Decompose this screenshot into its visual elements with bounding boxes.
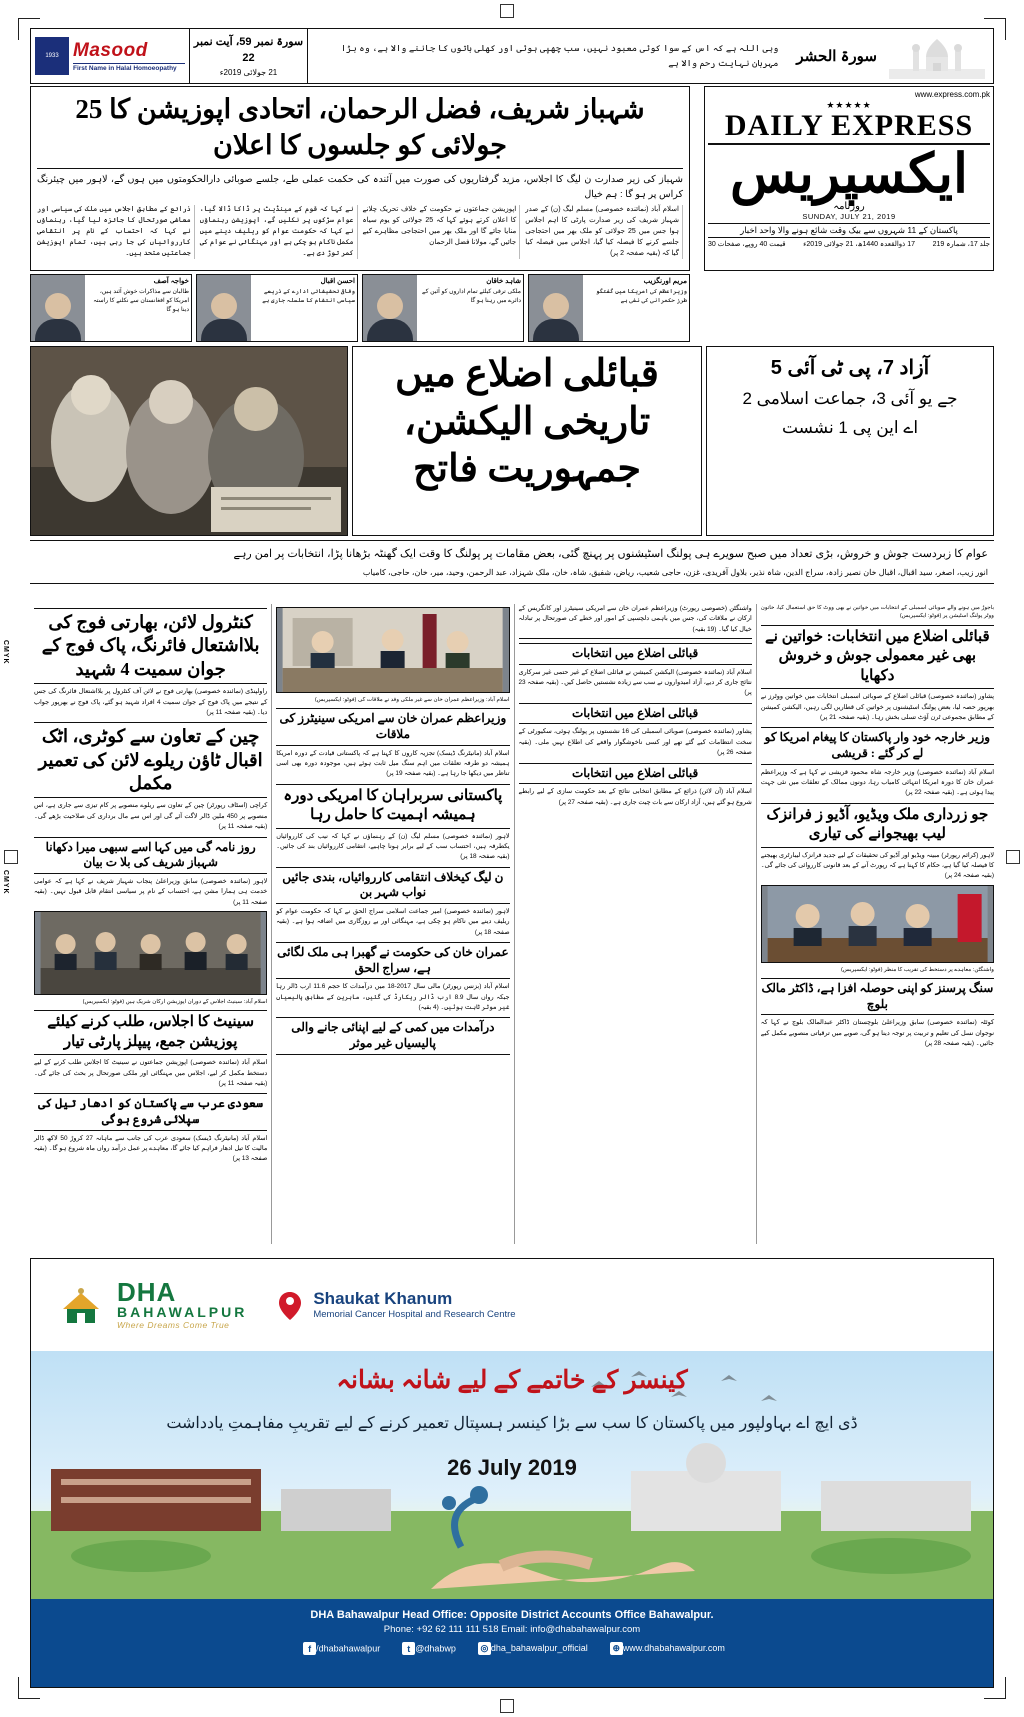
hero-lede-text: عوام کا زبردست جوش و خروش، بڑی تعداد میں صبح سویرے ہی پولنگ اسٹیشنوں پر پہنچ گئی، بعض مقامات پر پولنگ کا وقت ایک گھنٹہ بڑھانا پڑا، انتخابات پر امن رہے: [233, 548, 988, 560]
skm-ribbon-icon: [275, 1288, 305, 1322]
article-body: لاہور (کرائم رپورٹر) مبینہ ویڈیو اور آڈیو کی تحقیقات کے لیے جدید فرانزک لیبارٹری بھیجنے کا فیصلہ کیا گیا ہے، حکام کا کہنا ہے کہ رپورٹ آنے کے بعد قانونی کارروائی کی جائے گی۔ (بقیہ صفحہ 24 پر): [760, 851, 994, 880]
lead-story-block: [30, 86, 690, 271]
portrait-quote: طالبان سے مذاکرات خوش آئند ہیں، امریکا کو افغانستان سے نکلنے کا راستہ دینا ہو گا: [93, 288, 189, 313]
ad-urdu-headline: کینسر کے خاتمے کے لیے شانہ بشانہ: [336, 1367, 688, 1394]
article-headline: سنگ پرسنز کو اپنی حوصلہ افزا ہے، ڈاکٹر مالک بلوچ: [761, 978, 994, 1015]
masood-advert: [30, 28, 190, 84]
dha-city: BAHAWALPUR: [117, 1304, 248, 1321]
cmyk-registration-mark-1: [2, 640, 9, 665]
globe-icon: ⊕: [610, 1642, 623, 1655]
photo-caption: اسلام آباد: سینیٹ اجلاس کے دوران اپوزیشن ارکان شریک ہیں (فوٹو: ایکسپریس): [82, 998, 268, 1005]
hero-result-line: آزاد 7، پی ٹی آئی 5: [770, 357, 930, 379]
lead-column: نے کہا کہ قوم کے مینڈیٹ پر ڈاکا ڈالا گیا، عوام سڑکوں پر نکلیں گے، اپوزیشن رہنماؤں نے کہا کہ حکومت عوام کو ریلیف دینے میں مکمل ناکام ہو چکی ہے اور مہنگائی نے عوام کی کمر توڑ دی ہے۔: [200, 205, 358, 259]
instagram-icon: ◎: [478, 1642, 491, 1655]
article-headline: درآمدات میں کمی کے لیے اپنائی جانے والی پالیسیاں غیر موثر: [276, 1017, 509, 1054]
lead-column: اسلام آباد (نمائندہ خصوصی) مسلم لیگ (ن) کے صدر شہباز شریف کی زیر صدارت پارٹی کا اہم اجلاس ہوا جس میں 25 جولائی کو ملک بھر میں احتجاجی جلسے کرنے کا فیصلہ کیا گیا، اجلاس میں فیصلہ کیا گیا کہ (بقیہ صفحہ 2 پر): [525, 205, 683, 259]
website-handle: www.dhabahawalpur.com: [622, 1643, 725, 1653]
cmyk-registration-mark-2: [2, 870, 9, 895]
quran-ayah-text: وہی اللہ ہے کہ اس کے سوا کوئی معبود نہیں، سب چھپی ہوئی اور کھلی باتوں کا جاننے والا ہے، وہ بڑا مہربان نہایت رحم والا ہے: [340, 42, 779, 68]
page-sheet: [30, 28, 994, 1688]
meeting-photo-graphic: [277, 608, 508, 693]
dha-building-icon: [53, 1283, 109, 1327]
article-body: واشنگٹن (خصوصی رپورٹ) وزیراعظم عمران خان سے امریکی سینیٹرز اور کانگریس کے ارکان نے ملاقات کی، جس میں باہمی دلچسپی کے امور اور خطے کی صورتحال پر تبادلہ خیال کیا گیا۔ (19 بقیہ): [518, 605, 752, 633]
masood-logo: [35, 37, 69, 75]
website-url: www.express.com.pk: [914, 90, 990, 99]
hero-reporter-names: انور زیب، اصغر، سید اقبال، اقبال خان نصیر زادہ، سراج الدین، شاہ نذیر، بلاول آفریدی، غزن، حاجی شعیب، ریاض، شفیق، شاہ، خان، ملک شہزاد، عبد الرحمن، وحید، میر، خان، حاجی، کامیاب: [362, 567, 988, 577]
portrait-name: مریم اورنگزیب: [643, 278, 687, 285]
twitter-handle: @dhabwp: [415, 1643, 456, 1654]
website-link[interactable]: [606, 1642, 725, 1655]
date-box: [190, 28, 308, 84]
instagram-link[interactable]: [474, 1642, 588, 1655]
mosque-icon: [889, 33, 985, 79]
instagram-handle: dha_bahawalpur_official: [490, 1643, 588, 1653]
article-body: راولپنڈی (نمائندہ خصوصی) بھارتی فوج نے لائن آف کنٹرول پر بلااشتعال فائرنگ کی جس کے نتیجے میں پاک فوج کے جوان سمیت 4 افراد شہید ہو گئے، پاک فوج نے بھرپور جواب دیا۔ (بقیہ صفحہ 11 پر): [34, 688, 268, 716]
crop-mark-right-mid: [1006, 850, 1020, 864]
dha-tagline: Where Dreams Come True: [117, 1320, 230, 1331]
masthead-volume: جلد 17، شمارہ 219: [932, 241, 990, 248]
hero-lede-block: [30, 540, 994, 584]
hero-result-line: اے این پی 1 نشست: [781, 417, 919, 437]
photo-caption: واشنگٹن: معاہدے پر دستخط کی تقریب کا منظر (فوٹو: ایکسپریس): [840, 966, 994, 973]
ad-office-address: DHA Bahawalpur Head Office: Opposite District Accounts Office Bahawalpur.: [310, 1609, 714, 1621]
portrait-quote: وزیراعظم کی امریکا میں گفتگو طرز حکمرانی کی نفی ہے: [595, 288, 687, 304]
facebook-icon: f: [303, 1642, 316, 1655]
cmyk-label-1: CMYK: [2, 640, 9, 665]
masood-brand: Masood: [73, 40, 148, 61]
lead-headline: شہباز شریف، فضل الرحمان، اتحادی اپوزیشن کا 25 جولائی کو جلسوں کا اعلان: [75, 94, 645, 161]
masood-tagline: First Name in Halal Homoeopathy: [73, 63, 185, 72]
article-headline: پاکستانی سربراہان کا امریکی دورہ ہمیشہ اہمیت کا حامل رہا: [276, 784, 509, 829]
hero-caption: باجوڑ میں ہونے والے صوبائی اسمبلی کے انتخابات میں خواتین نے بھی ووٹ کا حق استعمال کیا، خاتون ووٹر پولنگ اسٹیشن پر (فوٹو: ایکسپریس): [760, 605, 994, 620]
surah-name: سورۃ الحشر: [796, 48, 877, 65]
masthead-stars-top: ★★★★★: [826, 100, 872, 110]
article-body: لاہور (نمائندہ خصوصی) مسلم لیگ (ن) کے رہنماؤں نے کہا کہ نیب کی کارروائیاں یکطرفہ ہیں، احتساب سب کے لیے برابر ہونا چاہیے، انتقامی کارروائیاں بند کی جائیں۔ (بقیہ صفحہ 18 پر): [276, 832, 510, 861]
article-headline: عمران خان کی حکومت نے گھبرا ہی ملک لگائی ہے، سراج الحق: [276, 942, 509, 979]
article-body: لاہور (نمائندہ خصوصی) سابق وزیراعلیٰ پنجاب شہباز شریف نے کہا ہے کہ عوامی خدمت ہی ہمارا مشن ہے، احتساب کے نام پر سیاسی انتقام قابل قبول نہیں۔ (بقیہ صفحہ 11 پر): [34, 877, 268, 906]
article-body: پشاور (نمائندہ خصوصی) صوبائی اسمبلی کی 16 نشستوں پر پولنگ ہوئی، سکیورٹی کے سخت انتظامات کیے گئے تھے اور کسی ناخوشگوار واقعے کی اطلاع نہیں ملی۔ (بقیہ صفحہ 26 پر): [518, 728, 752, 757]
hero-result-line: جے یو آئی 3، جماعت اسلامی 2: [742, 389, 958, 408]
photo-caption: اسلام آباد: وزیراعظم عمران خان سے غیر ملکی وفد نے ملاقات کی (فوٹو: ایکسپریس): [314, 697, 510, 703]
article-headline: سعودی عرب سے پاکستان کو ادھار تیل کی سپلائی شروع ہوگی: [34, 1093, 267, 1130]
masthead-strapline: پاکستان کے 11 شہروں سے بیک وقت شائع ہونے والا واحد اخبار: [708, 223, 990, 238]
shaukat-khanum-logo: [275, 1288, 515, 1322]
article-body: اسلام آباد (نمائندہ خصوصی) الیکشن کمیشن نے قبائلی اضلاع کے غیر حتمی غیر سرکاری نتائج جاری کر دیے، آزاد امیدواروں نے سب سے زیادہ نشستیں حاصل کیں۔ (بقیہ صفحہ 23 پر): [518, 668, 752, 697]
masthead-daily-express: DAILY EXPRESS: [724, 109, 974, 142]
masthead-hijri: 17 ذوالقعدہ 1440ھ، 21 جولائی 2019ء: [803, 241, 916, 248]
cmyk-label-2: CMYK: [2, 870, 9, 895]
portrait-quote: وفاقی تحقیقاتی ادارے کے ذریعے سیاسی انتقام کا سلسلہ جاری ہے: [262, 288, 355, 304]
hero-photo-graphic: [31, 347, 348, 536]
portrait-photo: [197, 275, 251, 341]
lead-column: ذرائع کے مطابق اجلاس میں ملک کی سیاسی اور معاشی صورتحال کا جائزہ لیا گیا، رہنماؤں نے کہا کہ احتساب کے نام پر انتقامی کارروائیاں کی جا رہی ہیں، تمام اپوزیشن جماعتیں متحد ہیں۔: [37, 205, 195, 259]
column-4: [30, 604, 267, 1244]
lead-column: اپوزیشن جماعتوں نے حکومت کے خلاف تحریک چلانے کا اعلان کرتے ہوئے کہا کہ 25 جولائی کو یوم سیاہ منایا جائے گا اور ملک بھر میں احتجاجی مظاہرے کیے جائیں گے، مولانا فضل الرحمان: [363, 205, 521, 259]
masthead-urdu-title: ایکسپریس: [730, 144, 968, 204]
portrait-cards: [30, 274, 690, 342]
article-body: اسلام آباد (مانیٹرنگ ڈیسک) تجزیہ کاروں کا کہنا ہے کہ پاکستانی قیادت کے دورہ امریکا ہمیشہ دو طرفہ تعلقات میں اہم سنگ میل ثابت ہوئے ہیں، موجودہ دورہ بھی اسی تناظر میں دیکھا جا رہا ہے۔ (بقیہ صفحہ 19 پر): [276, 749, 510, 778]
article-body: پشاور (نمائندہ خصوصی) قبائلی اضلاع کے صوبائی اسمبلی انتخابات میں خواتین ووٹرز نے بھرپور حصہ لیا، بعض پولنگ اسٹیشنوں پر خواتین کی قطاریں لگی رہیں، الیکشن کمیشن کے مطابق مجموعی ٹرن آؤٹ تسلی بخش رہا۔ (بقیہ صفحہ 21 پر): [760, 693, 994, 722]
article-headline: قبائلی اضلاع میں انتخابات: [519, 703, 752, 725]
date-box-small: سورۃ نمبر 59، آیت نمبر 22: [193, 35, 304, 64]
portrait-card: [30, 274, 192, 342]
masood-established: 1933: [45, 52, 59, 59]
portrait-photo: [31, 275, 85, 341]
crop-mark-top-mid: [500, 4, 514, 18]
signing-photo-graphic: [762, 886, 993, 963]
content-grid: [30, 604, 994, 1244]
masthead-date: SUNDAY, JULY 21, 2019: [802, 212, 896, 221]
article-photo: [276, 607, 509, 693]
article-body: اسلام آباد (نمائندہ خصوصی) وزیر خارجہ شاہ محمود قریشی نے کہا ہے کہ وزیراعظم عمران خان کا دورہ امریکا انتہائی کامیاب رہا، دونوں ممالک کے تعلقات میں نئی جہت پیدا ہوئی ہے۔ (بقیہ صفحہ 22 پر): [760, 768, 994, 797]
portrait-name: شاہد خاقان: [486, 278, 521, 285]
ad-event-date: 26 July 2019: [447, 1455, 577, 1480]
lead-subheadline: شہباز کی زیر صدارت ن لیگ کا اجلاس، مزید گرفتاریوں کی صورت میں آئندہ کی حکمت عملی طے، جلسے صوبائی دارالحکومتوں میں ہوں گے، لاہور میں چیئرنگ کراس پر ہو گا : ہم خیال: [37, 168, 683, 202]
article-body: اسلام آباد (بزنس رپورٹر) مالی سال 2017-18 میں درآمدات کا حجم 11.6 ارب ڈالر رہا جبکہ رواں سال 8.9 ارب ڈالر ریکارڈ کی گئیں، ماہرین کے مطابق پالیسیاں غیر موثر ثابت ہوئیں۔ (4 بقیہ): [276, 983, 510, 1012]
article-body: اسلام آباد (مانیٹرنگ ڈیسک) سعودی عرب کی جانب سے ماہانہ 27 کروڑ 50 لاکھ ڈالر مالیت کا تیل ادھار فراہم کیا جائے گا، معاہدے پر عمل درآمد رواں ماہ شروع ہو گا۔ (بقیہ صفحہ 13 پر): [34, 1134, 268, 1163]
article-headline: سینیٹ کا اجلاس، طلب کرنے کیلئے پوزیشن جمع، پیپلز پارٹی تیار: [34, 1010, 267, 1055]
article-body: اسلام آباد (آن لائن) ذرائع کے مطابق انتخابی نتائج کے بعد حکومت سازی کے لیے رابطے شروع ہو گئے ہیں، آزاد ارکان سے بات چیت جاری ہے۔ (بقیہ صفحہ 27 پر): [518, 788, 752, 806]
masthead-price: قیمت 40 روپے، صفحات 30: [708, 241, 786, 248]
portrait-card: [528, 274, 690, 342]
hero-headline-box: [352, 346, 702, 536]
portrait-quote: ملکی ترقی کیلئے تمام اداروں کو آئین کے دائرے میں رہنا ہو گا: [422, 288, 521, 304]
portrait-name: احسن اقبال: [320, 278, 355, 285]
article-headline: وزیراعظم عمران خان سے امریکی سینیٹرز کی ملاقات: [276, 708, 509, 745]
crop-mark-left-mid: [4, 850, 18, 864]
article-body: کراچی (اسٹاف رپورٹر) چین کے تعاون سے ریلوے منصوبے پر کام تیزی سے جاری ہے، اس منصوبے پر 450 ملین ڈالر لاگت آئے گی اور اس سے مال برداری کی صلاحیت بڑھے گی۔ (بقیہ صفحہ 11 پر): [34, 802, 268, 831]
column-1: [756, 604, 994, 1244]
hero-photo: [30, 346, 348, 536]
dha-name: DHA: [117, 1276, 177, 1307]
ad-urdu-subheadline: ڈی ایچ اے بہاولپور میں پاکستان کا سب سے بڑا کینسر ہسپتال تعمیر کرنے کے لیے تقریبِ مفاہمتِ یادداشت: [166, 1415, 858, 1432]
date-box-label: 21 جولائی 2019ء: [219, 67, 278, 77]
facebook-handle: /dhabahawalpur: [316, 1643, 381, 1654]
lead-columns: [37, 205, 683, 259]
hero-row: [30, 346, 994, 536]
skm-name: Shaukat Khanum: [313, 1289, 453, 1309]
column-2: [514, 604, 752, 1244]
dha-logo: [53, 1276, 248, 1331]
portrait-photo: [363, 275, 417, 341]
article-headline: کنٹرول لائن، بھارتی فوج کی بلااشتعال فائرنگ، پاک فوج کے جوان سمیت 4 شہید: [34, 608, 267, 684]
hero-headline: قبائلی اضلاع میں تاریخی الیکشن، جمہوریت فاتح: [395, 353, 659, 490]
twitter-icon: t: [402, 1642, 415, 1655]
article-headline: وزیر خارجہ خود وار پاکستان کا پیغام امریکا کو لے کر گئے : قریشی: [761, 727, 994, 764]
article-headline: ن لیگ کیخلاف انتقامی کارروائیاں، بندی جائیں نواب شہر بن: [276, 867, 509, 904]
skm-subtitle: Memorial Cancer Hospital and Research Centre: [313, 1309, 516, 1321]
portrait-card: [362, 274, 524, 342]
article-headline: روز نامہ گی میں کہا اسے سبھی میرا دکھانا شہباز شریف کی بلا ت بیان: [34, 837, 267, 874]
quran-verse-box: [308, 28, 994, 84]
article-body: اسلام آباد (نمائندہ خصوصی) اپوزیشن جماعتوں نے سینیٹ کا اجلاس طلب کرنے کے لیے دستخط مکمل کر لیے، اجلاس میں مہنگائی اور ملکی صورتحال پر بحث کی جائے گی۔ (بقیہ صفحہ 11 پر): [34, 1059, 268, 1088]
column-3: [271, 604, 509, 1244]
masthead-volume-row: [708, 240, 990, 248]
portrait-card: [196, 274, 358, 342]
hero-results-box: [706, 346, 994, 536]
article-body: کوئٹہ (نمائندہ خصوصی) سابق وزیراعلیٰ بلوچستان ڈاکٹر عبدالمالک بلوچ نے کہا کہ نوجوان نسل کی تعلیم و تربیت پر توجہ دینا ہو گی، صوبے میں ترقیاتی منصوبے مکمل کیے جائیں۔ (بقیہ صفحہ 28 پر): [760, 1019, 994, 1048]
article-photo: [761, 885, 994, 963]
ad-contact: Phone: +92 62 111 111 518 Email: info@dhabahawalpur.com: [383, 1624, 641, 1635]
article-headline: چین کے تعاون سے کوٹری، اٹک اقبال ٹاؤن ریلوے لائن کی تعمیر مکمل: [34, 722, 267, 798]
article-headline: قبائلی اضلاع میں انتخابات: [519, 763, 752, 785]
senate-photo-graphic: [35, 912, 266, 995]
top-strip: [30, 28, 994, 84]
article-body: لاہور (نمائندہ خصوصی) امیر جماعت اسلامی سراج الحق نے کہا کہ حکومت عوام کو ریلیف دینے میں ناکام ہو چکی ہے، مہنگائی اور بے روزگاری میں اضافہ ہوا ہے۔ (بقیہ صفحہ 18 پر): [276, 908, 510, 936]
masthead: [704, 86, 994, 271]
crop-mark-bottom-mid: [500, 1699, 514, 1713]
article-headline: قبائلی اضلاع میں انتخابات: خواتین نے بھی غیر معمولی جوش و خروش دکھایا: [761, 625, 994, 690]
portrait-photo: [529, 275, 583, 341]
article-photo: [34, 911, 267, 995]
ad-logos-row: [31, 1259, 993, 1351]
masthead-english-title: [708, 111, 990, 141]
ad-artwork: [31, 1351, 993, 1601]
ad-social-row: [31, 1642, 993, 1655]
portrait-name: خواجہ آصف: [153, 278, 189, 285]
bottom-advertisement[interactable]: [30, 1258, 994, 1688]
masthead-urdu-daily: روزنامہ: [833, 201, 865, 212]
article-headline: قبائلی اضلاع میں انتخابات: [519, 643, 752, 665]
article-headline: جو زرداری ملک ویڈیو، آڈیو ز فرانزک لیب بھیجوانے کی تیاری: [761, 803, 994, 848]
facebook-link[interactable]: [299, 1642, 380, 1655]
ad-footer: [31, 1599, 993, 1687]
twitter-link[interactable]: [398, 1642, 456, 1655]
